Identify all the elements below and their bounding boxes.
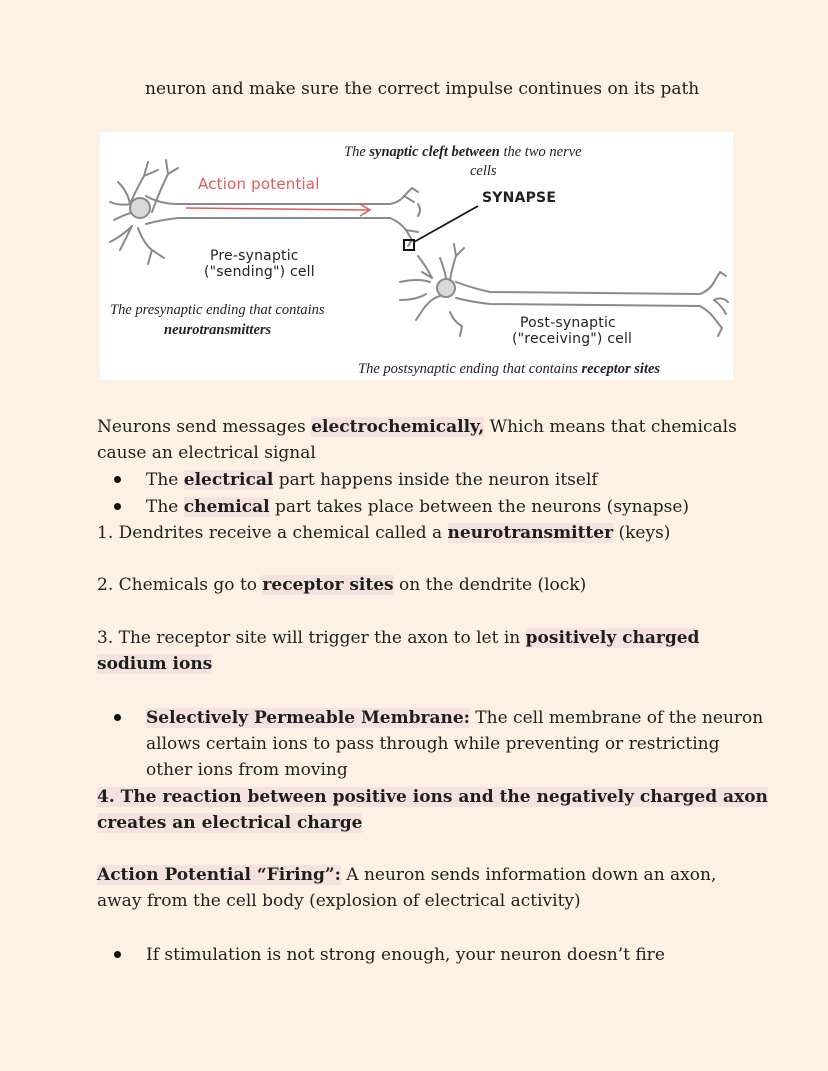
bullet-dot bbox=[114, 476, 121, 483]
action-potential-def-line2: away from the cell body (explosion of electrical activity) bbox=[97, 891, 581, 911]
label-presynaptic: Pre-synaptic bbox=[210, 248, 299, 264]
caption-presynaptic: The presynaptic ending that contains bbox=[110, 302, 325, 318]
action-potential-def: Action Potential “Firing”: A neuron sends information down an axon, bbox=[97, 865, 717, 885]
caption-presynaptic-line2: neurotransmitters bbox=[164, 322, 272, 338]
bullet-membrane-line3: other ions from moving bbox=[146, 760, 348, 780]
bullet-dot bbox=[114, 714, 121, 721]
bullet-stimulation: If stimulation is not strong enough, your neuron doesn’t fire bbox=[146, 945, 665, 965]
bullet-dot bbox=[114, 951, 121, 958]
bullet-chemical: The chemical part takes place between the neurons (synapse) bbox=[146, 497, 690, 517]
step-1: 1. Dendrites receive a chemical called a neurotransmitter (keys) bbox=[97, 523, 671, 543]
neuron-illustration bbox=[100, 132, 733, 380]
para-electrochemical: Neurons send messages electrochemically, Which means that chemicals bbox=[97, 417, 737, 437]
bullet-membrane-line2: allows certain ions to pass through while preventing or restricting bbox=[146, 734, 720, 754]
label-postsynaptic: Post-synaptic bbox=[520, 315, 616, 331]
label-presynaptic-sending: ("sending") cell bbox=[204, 264, 315, 280]
label-postsynaptic-receiving: ("receiving") cell bbox=[512, 331, 633, 347]
bullet-dot bbox=[114, 503, 121, 510]
caption-postsynaptic: The postsynaptic ending that contains receptor sites bbox=[358, 361, 661, 377]
step-2: 2. Chemicals go to receptor sites on the dendrite (lock) bbox=[97, 575, 587, 595]
bullet-membrane: Selectively Permeable Membrane: The cell membrane of the neuron bbox=[146, 708, 764, 728]
bullet-electrical: The electrical part happens inside the neuron itself bbox=[146, 470, 598, 490]
synapse-diagram bbox=[100, 132, 733, 380]
intro-line: neuron and make sure the correct impulse continues on its path bbox=[145, 79, 700, 99]
label-synapse: SYNAPSE bbox=[482, 190, 557, 206]
action-potential-arrow bbox=[186, 204, 370, 216]
caption-synaptic-cleft-line2: cells bbox=[470, 163, 497, 179]
caption-synaptic-cleft: The synaptic cleft between the two nerve bbox=[344, 144, 582, 160]
synapse-pointer bbox=[414, 206, 478, 242]
label-action-potential: Action potential bbox=[198, 175, 320, 193]
step-3: 3. The receptor site will trigger the axon to let in positively charged bbox=[97, 628, 700, 648]
para-electrochemical-line2: cause an electrical signal bbox=[97, 443, 316, 463]
step-4: 4. The reaction between positive ions and the negatively charged axon bbox=[97, 787, 768, 807]
step-4-line2: creates an electrical charge bbox=[97, 813, 363, 833]
step-3-line2: sodium ions bbox=[97, 654, 213, 674]
